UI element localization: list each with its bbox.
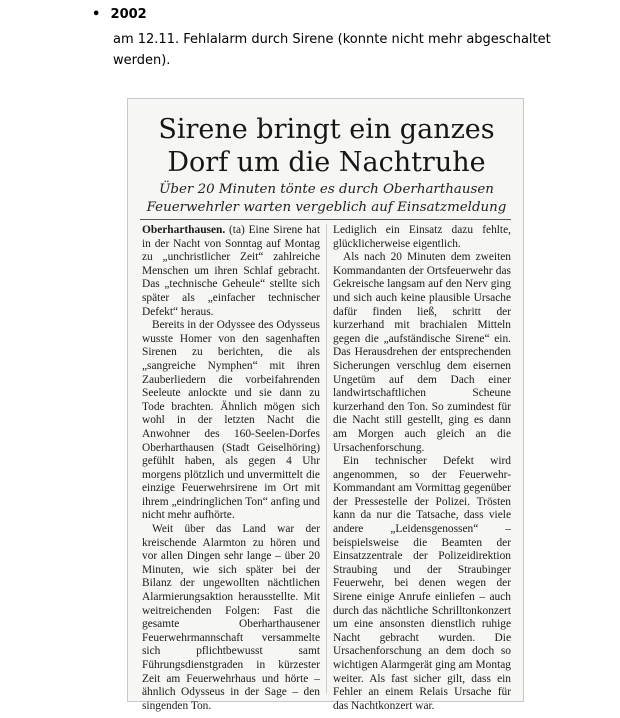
- bullet-description: am 12.11. Fehlalarm durch Sirene (konnte nicht mehr abgeschaltet werden).: [113, 32, 551, 68]
- subhead-line-2: Feuerwehrler warten vergeblich auf Einsatzmeldung: [146, 200, 507, 215]
- article-headline: [128, 113, 525, 179]
- dateline: Oberharthausen.: [142, 224, 226, 236]
- paragraph: Bereits in der Odyssee des Odysseus wusste Homer von den sagenhaften Sirenen zu berichten, die als „sangreiche Nymphen“ mit ihren Zauberliedern die vorbeifahrenden Seeleute anlockte und sie dann zu Tode brachten. Ähnlich mögen sich wohl in der letzten Nacht die Anwohner des 160-Seelen-Dorfes Oberharthausen (Stadt Geiselhöring) gefühlt haben, als gegen 4 Uhr morgens plötzlich und unvermittelt die einzige Feuerwehrsirene im Ort mit ihrem „eindringlichen Ton“ anfing und nicht mehr aufhörte.: [142, 319, 320, 522]
- headline-divider: [140, 219, 511, 220]
- paragraph: Lediglich ein Einsatz dazu fehlte, glücklicherweise eigentlich.: [333, 224, 511, 250]
- paragraph: Als nach 20 Minuten dem zweiten Kommandanten der Ortsfeuerwehr das Gekreische langsam auf den Nerv ging und sich auch keine plausible Ursache dafür finden ließ, schritt der kurzerhand mit brachialen Mitteln gegen die „aufständische Sirene“ ein. Das Herausdrehen der entsprechenden Sicherungen verschlug dem eisernen Ungetüm auf dem Dach einer landwirtschaftlichen Scheune kurzerhand den Ton. So zumindest für die Nacht still gestellt, ging es dann am Morgen auch gleich an die Ursachenforschung.: [333, 251, 511, 454]
- paragraph: Ein technischer Defekt wird angenommen, so der Feuerwehr-Kommandant am Vormittag gegenüber der Pressestelle der Polizei. Trösten kann da nur die Tatsache, dass viele andere „Leidensgenossen“ – beispielsweise die Beamten der Einsatzzentrale der Polizeidirektion Straubing und der Straubinger Feuerwehr, bei denen wegen der Sirene einige Anrufe einliefen – auch durch das nächtliche Schrilltonkonzert um eine ansonsten dienstlich ruhige Nacht gebracht wurden. Die Ursachenforschung an dem doch so wichtigen Alarmgerät ging am Montag weiter. Als fast sicher gilt, dass ein Fehler an einem Relais Ursache für das Nachtkonzert war.: [333, 455, 511, 712]
- article-subheadline: [128, 181, 525, 217]
- headline-line-1: Sirene bringt ein ganzes: [158, 114, 495, 145]
- bullet-year: 2002: [110, 7, 147, 22]
- bullet-year-row: [92, 7, 147, 22]
- paragraph: Weit über das Land war der kreischende Alarmton zu hören und vor allen Dingen sehr lange – über 20 Minuten, wie sich später bei der Bilanz der ungewollten nächtlichen Alarmierungsaktion herausstellte. Mit weitreichenden Folgen: Fast die gesamte Oberharthausener Feuerwehrmannschaft versammelte sich pflichtbewusst samt Führungsdienstgraden in kürzester Zeit am Feuerwehrhaus und hörte – ähnlich Odysseus in der Sage – den singenden Ton.: [142, 523, 320, 712]
- article-column-2: [333, 224, 511, 713]
- headline-line-2: Dorf um die Nachtruhe: [167, 147, 486, 178]
- bullet-dot-icon: •: [92, 7, 101, 22]
- newspaper-clipping: [127, 98, 524, 712]
- column-divider: [326, 224, 327, 694]
- paragraph-text: (ta) Eine Sirene hat in der Nacht von Sonntag auf Montag zu „unchristlicher Zeit“ zahlreiche Menschen um ihren Schlaf gebracht. Das „technische Geheule“ stellte sich später als „einfacher technischer Defekt“ heraus.: [142, 224, 320, 318]
- subhead-line-1: Über 20 Minuten tönte es durch Oberharthausen: [159, 182, 494, 197]
- paragraph: [142, 224, 320, 319]
- article-column-1: [142, 224, 320, 713]
